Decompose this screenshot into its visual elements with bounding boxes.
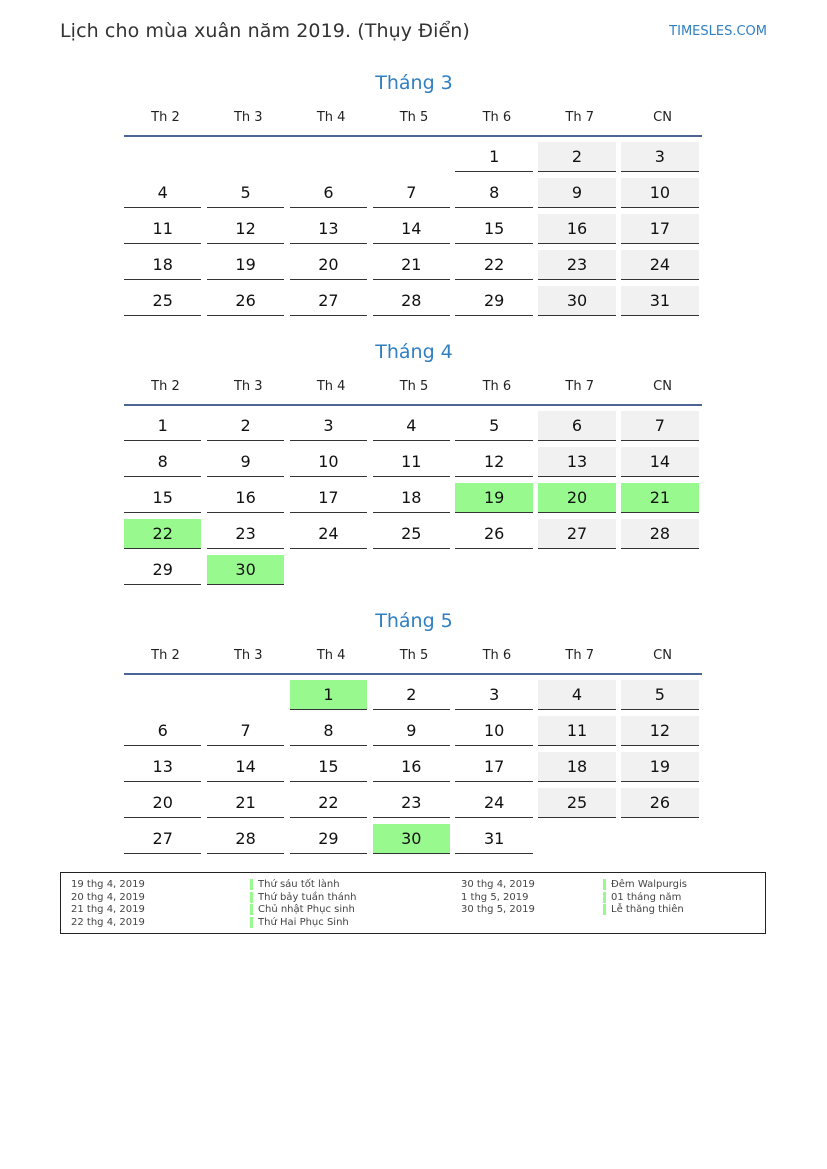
day-cell: 29 [455, 286, 532, 316]
weekday-label: Th 6 [482, 110, 512, 125]
day-cell: 13 [538, 447, 615, 477]
legend-date: 21 thg 4, 2019 [71, 904, 145, 915]
day-cell: 6 [124, 716, 201, 746]
legend-holiday-name [250, 917, 357, 930]
legend-holiday-label: Đêm Walpurgis [603, 879, 687, 890]
day-cell: 16 [207, 483, 284, 513]
legend-holiday-label: 01 tháng năm [603, 892, 681, 903]
day-cell: 14 [207, 752, 284, 782]
day-cell: 9 [207, 447, 284, 477]
legend-holiday-label: Thứ bảy tuần thánh [250, 892, 357, 903]
holiday-day-cell: 19 [455, 483, 532, 513]
weekday-label: Th 2 [151, 379, 180, 394]
day-cell: 18 [538, 752, 615, 782]
day-cell: 27 [538, 519, 615, 549]
weekday-label: Th 5 [399, 648, 429, 663]
day-cell: 3 [455, 680, 532, 710]
day-cell: 15 [290, 752, 367, 782]
empty-cell [455, 555, 532, 585]
legend-holiday-label: Chủ nhật Phục sinh [250, 904, 355, 915]
legend-holiday-name [250, 879, 357, 892]
day-cell: 15 [124, 483, 201, 513]
weekday-label: CN [653, 648, 672, 663]
empty-cell [124, 142, 201, 172]
holiday-day-cell: 30 [373, 824, 450, 854]
legend-date: 20 thg 4, 2019 [71, 891, 145, 903]
legend-names-right [603, 879, 687, 917]
legend-dates-right [461, 879, 535, 917]
day-cell: 10 [290, 447, 367, 477]
day-cell: 5 [455, 411, 532, 441]
day-cell: 7 [621, 411, 698, 441]
week-row [124, 824, 704, 860]
day-cell: 29 [124, 555, 201, 585]
weekday-label: Th 6 [482, 379, 512, 394]
weekday-header [124, 647, 704, 665]
day-cell: 20 [124, 788, 201, 818]
day-cell: 6 [538, 411, 615, 441]
day-cell: 26 [207, 286, 284, 316]
day-cell: 25 [124, 286, 201, 316]
week-row [124, 178, 704, 214]
holiday-day-cell: 30 [207, 555, 284, 585]
day-cell: 3 [290, 411, 367, 441]
day-cell: 7 [207, 716, 284, 746]
day-cell: 18 [373, 483, 450, 513]
day-cell: 13 [124, 752, 201, 782]
week-row [124, 250, 704, 286]
day-cell: 28 [207, 824, 284, 854]
day-cell: 17 [290, 483, 367, 513]
weekday-label: Th 3 [233, 379, 263, 394]
day-cell: 15 [455, 214, 532, 244]
empty-cell [538, 555, 615, 585]
weekday-label: Th 4 [316, 648, 346, 663]
week-row [124, 680, 704, 716]
weekday-label: Th 3 [233, 648, 263, 663]
week-row [124, 752, 704, 788]
day-cell: 29 [290, 824, 367, 854]
legend-holiday-name [603, 879, 687, 892]
weekday-label: CN [653, 379, 672, 394]
day-cell: 22 [290, 788, 367, 818]
day-cell: 21 [373, 250, 450, 280]
weekday-label: Th 6 [482, 648, 512, 663]
day-cell: 18 [124, 250, 201, 280]
day-cell: 12 [455, 447, 532, 477]
day-cell: 7 [373, 178, 450, 208]
day-grid [124, 680, 704, 860]
day-cell: 24 [455, 788, 532, 818]
month-may [124, 607, 704, 860]
empty-cell [290, 142, 367, 172]
day-cell: 19 [621, 752, 698, 782]
weekday-label: Th 7 [565, 379, 595, 394]
day-cell: 14 [373, 214, 450, 244]
legend-date: 1 thg 5, 2019 [461, 891, 529, 903]
weekday-header [124, 109, 704, 127]
holiday-day-cell: 21 [621, 483, 698, 513]
day-cell: 25 [538, 788, 615, 818]
legend-date: 30 thg 5, 2019 [461, 904, 535, 915]
header-divider [124, 135, 702, 137]
week-row [124, 716, 704, 752]
weekday-label: Th 5 [399, 110, 429, 125]
day-cell: 8 [290, 716, 367, 746]
day-cell: 22 [455, 250, 532, 280]
month-march [124, 69, 704, 322]
month-april [124, 338, 704, 591]
header-divider [124, 673, 702, 675]
month-title: Tháng 5 [375, 610, 453, 632]
empty-cell [290, 555, 367, 585]
legend-holiday-label: Lễ thăng thiên [603, 904, 684, 915]
day-cell: 9 [373, 716, 450, 746]
holiday-day-cell: 1 [290, 680, 367, 710]
day-cell: 2 [538, 142, 615, 172]
empty-cell [207, 142, 284, 172]
day-cell: 4 [538, 680, 615, 710]
legend-date: 22 thg 4, 2019 [71, 916, 145, 928]
day-cell: 9 [538, 178, 615, 208]
week-row [124, 555, 704, 591]
week-row [124, 411, 704, 447]
weekday-label: Th 4 [316, 379, 346, 394]
day-cell: 16 [373, 752, 450, 782]
empty-cell [207, 680, 284, 710]
week-row [124, 483, 704, 519]
day-cell: 28 [621, 519, 698, 549]
day-grid [124, 142, 704, 322]
weekday-label: Th 4 [316, 110, 346, 125]
day-cell: 5 [621, 680, 698, 710]
day-cell: 8 [124, 447, 201, 477]
day-cell: 28 [373, 286, 450, 316]
day-cell: 24 [621, 250, 698, 280]
legend-holiday-name [250, 892, 357, 905]
empty-cell [373, 142, 450, 172]
day-cell: 4 [124, 178, 201, 208]
day-grid [124, 411, 704, 591]
holiday-legend [60, 872, 766, 934]
empty-cell [373, 555, 450, 585]
day-cell: 4 [373, 411, 450, 441]
day-cell: 5 [207, 178, 284, 208]
week-row [124, 519, 704, 555]
day-cell: 1 [455, 142, 532, 172]
day-cell: 11 [373, 447, 450, 477]
day-cell: 26 [621, 788, 698, 818]
day-cell: 2 [373, 680, 450, 710]
empty-cell [621, 555, 698, 585]
day-cell: 21 [207, 788, 284, 818]
week-row [124, 788, 704, 824]
holiday-day-cell: 22 [124, 519, 201, 549]
legend-date: 19 thg 4, 2019 [71, 879, 145, 890]
day-cell: 26 [455, 519, 532, 549]
legend-holiday-name [250, 904, 357, 917]
weekday-label: Th 2 [151, 648, 180, 663]
day-cell: 23 [373, 788, 450, 818]
day-cell: 23 [207, 519, 284, 549]
legend-holiday-label: Thứ sáu tốt lành [250, 879, 340, 890]
day-cell: 3 [621, 142, 698, 172]
weekday-label: Th 5 [399, 379, 429, 394]
weekday-header [124, 378, 704, 396]
day-cell: 25 [373, 519, 450, 549]
week-row [124, 286, 704, 322]
month-title: Tháng 4 [375, 341, 453, 363]
day-cell: 1 [124, 411, 201, 441]
day-cell: 12 [621, 716, 698, 746]
day-cell: 17 [455, 752, 532, 782]
day-cell: 31 [455, 824, 532, 854]
weekday-label: Th 7 [565, 110, 595, 125]
page-title: Lịch cho mùa xuân năm 2019. (Thụy Điển) [60, 20, 470, 42]
week-row [124, 142, 704, 178]
day-cell: 30 [538, 286, 615, 316]
legend-names-left [250, 879, 357, 929]
legend-holiday-name [603, 904, 687, 917]
day-cell: 11 [124, 214, 201, 244]
day-cell: 6 [290, 178, 367, 208]
holiday-day-cell: 20 [538, 483, 615, 513]
day-cell: 27 [290, 286, 367, 316]
day-cell: 19 [207, 250, 284, 280]
weekday-label: CN [653, 110, 672, 125]
day-cell: 13 [290, 214, 367, 244]
legend-holiday-name [603, 892, 687, 905]
header-divider [124, 404, 702, 406]
day-cell: 8 [455, 178, 532, 208]
day-cell: 12 [207, 214, 284, 244]
day-cell: 17 [621, 214, 698, 244]
legend-date: 30 thg 4, 2019 [461, 879, 535, 890]
week-row [124, 214, 704, 250]
brand-link[interactable]: TIMESLES.COM [669, 24, 767, 39]
day-cell: 10 [455, 716, 532, 746]
day-cell: 2 [207, 411, 284, 441]
empty-cell [538, 824, 615, 854]
legend-holiday-label: Thứ Hai Phục Sinh [250, 917, 349, 928]
day-cell: 31 [621, 286, 698, 316]
empty-cell [621, 824, 698, 854]
day-cell: 20 [290, 250, 367, 280]
week-row [124, 447, 704, 483]
day-cell: 16 [538, 214, 615, 244]
day-cell: 14 [621, 447, 698, 477]
day-cell: 10 [621, 178, 698, 208]
month-title: Tháng 3 [375, 72, 453, 94]
day-cell: 24 [290, 519, 367, 549]
day-cell: 27 [124, 824, 201, 854]
day-cell: 23 [538, 250, 615, 280]
weekday-label: Th 7 [565, 648, 595, 663]
legend-dates-left [71, 879, 145, 929]
weekday-label: Th 2 [151, 110, 180, 125]
empty-cell [124, 680, 201, 710]
weekday-label: Th 3 [233, 110, 263, 125]
day-cell: 11 [538, 716, 615, 746]
